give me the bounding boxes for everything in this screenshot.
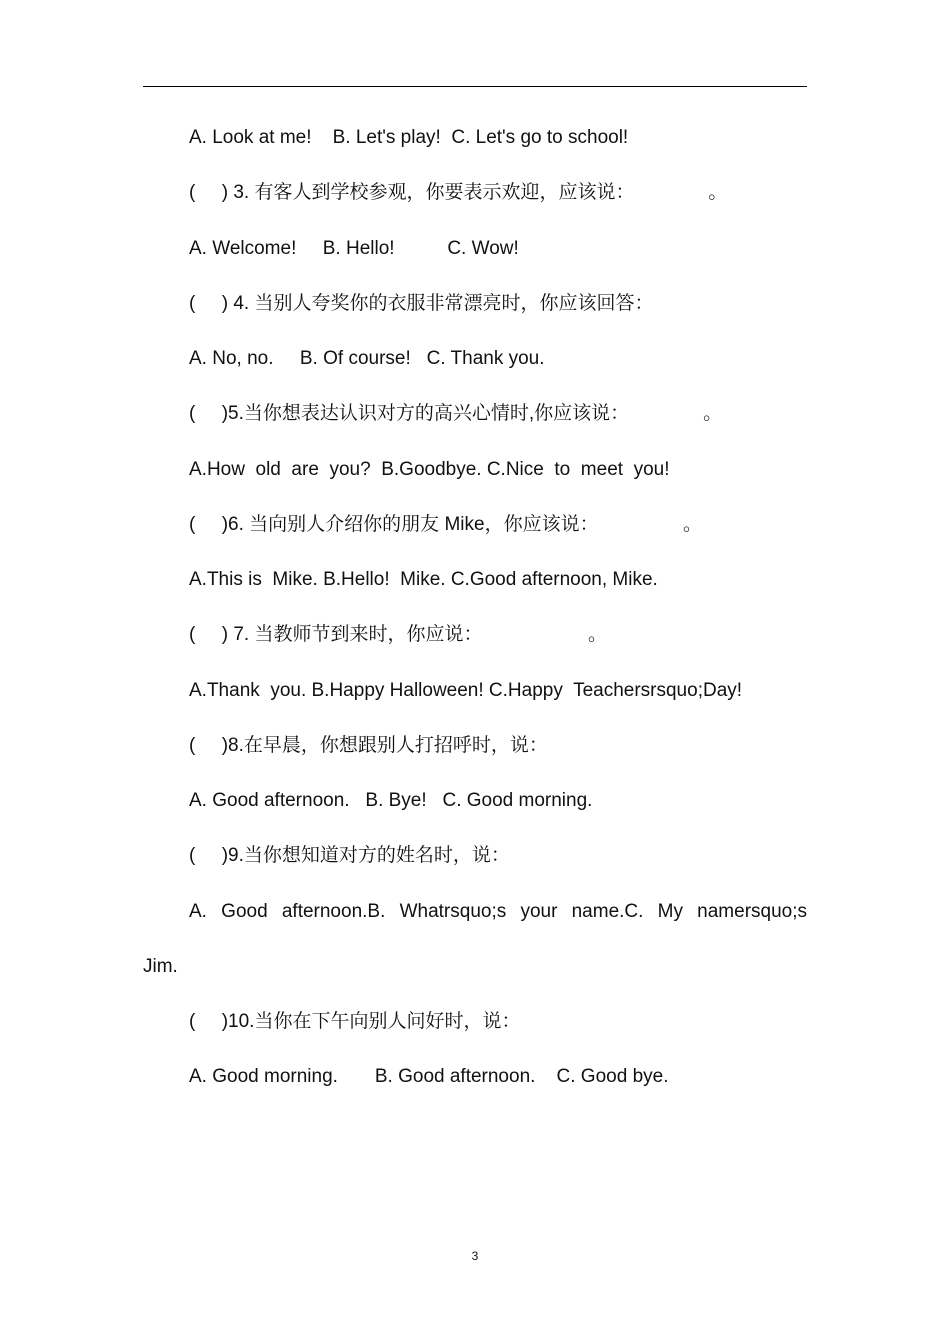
q9-options-continued: Jim. [143, 956, 178, 977]
q8-question: ( )8.在早晨，你想跟别人打招呼时，说： [189, 735, 548, 756]
q4-options: A. No, no. B. Of course! C. Thank you. [189, 348, 545, 369]
q5-question: ( )5.当你想表达认识对方的高兴心情时,你应该说： 。 [189, 403, 723, 424]
q5-options: A.How old are you? B.Goodbye. C.Nice to meet you! [189, 459, 670, 480]
q3-question: ( ) 3. 有客人到学校参观，你要表示欢迎，应该说： 。 [189, 182, 728, 203]
q4-question: ( ) 4. 当别人夸奖你的衣服非常漂亮时，你应该回答： [189, 293, 654, 314]
q10-options: A. Good morning. B. Good afternoon. C. Good bye. [189, 1066, 669, 1087]
q10-question: ( )10.当你在下午向别人问好时，说： [189, 1011, 521, 1032]
q3-options: A. Welcome! B. Hello! C. Wow! [189, 238, 519, 259]
q7-question: ( ) 7. 当教师节到来时，你应说： 。 [189, 624, 608, 645]
q8-options: A. Good afternoon. B. Bye! C. Good morning. [189, 790, 593, 811]
page-number: 3 [471, 1249, 479, 1263]
header-rule [143, 86, 807, 87]
q6-options: A.This is Mike. B.Hello! Mike. C.Good afternoon, Mike. [189, 569, 658, 590]
q2-options: A. Look at me! B. Let's play! C. Let's go to school! [189, 127, 629, 148]
q9-question: ( )9.当你想知道对方的姓名时，说： [189, 845, 510, 866]
q6-question: ( )6. 当向别人介绍你的朋友 Mike，你应该说： 。 [189, 514, 703, 535]
q9-options: A. Good afternoon.B. Whatrsquo;s your name.C. My namersquo;s [189, 901, 807, 922]
q7-options: A.Thank you. B.Happy Halloween! C.Happy Teachersrsquo;Day! [189, 680, 743, 701]
